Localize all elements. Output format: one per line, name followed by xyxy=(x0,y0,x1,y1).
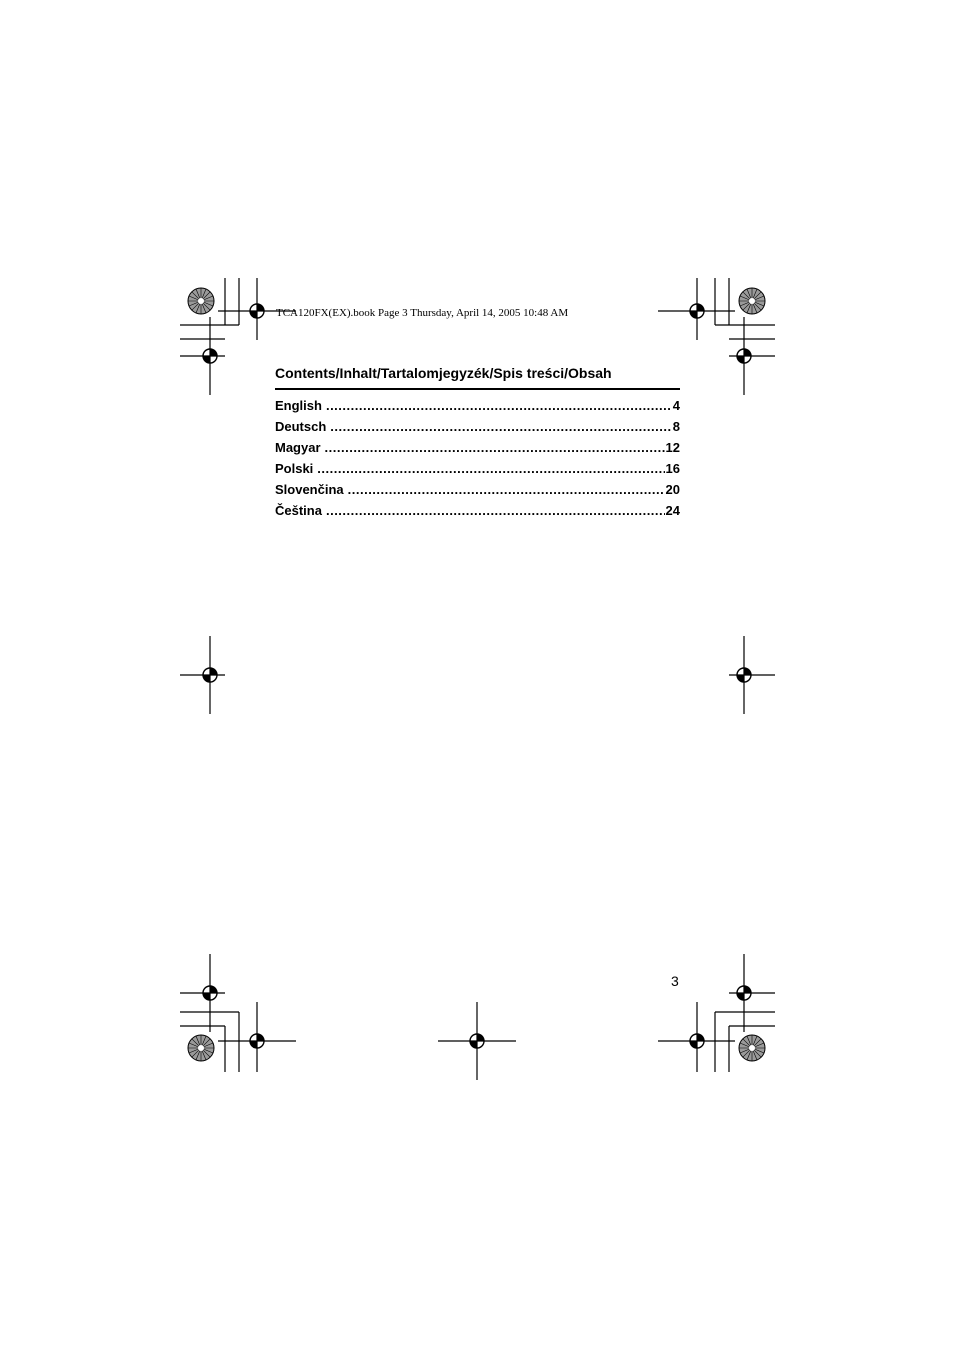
toc-entry-label: English xyxy=(275,398,322,413)
dot-leader xyxy=(326,398,672,413)
dot-leader xyxy=(317,461,664,476)
toc-entry-page: 24 xyxy=(665,503,680,518)
toc-entry-page: 20 xyxy=(665,482,680,497)
toc-entry-slovencina[interactable] xyxy=(275,482,680,503)
toc-title: Contents/Inhalt/Tartalomjegyzék/Spis treści/Obsah xyxy=(275,365,612,381)
toc-entry-english[interactable] xyxy=(275,398,680,419)
title-rule xyxy=(275,388,680,390)
toc-entry-label: Magyar xyxy=(275,440,321,455)
toc-entry-deutsch[interactable] xyxy=(275,419,680,440)
toc-entry-page: 8 xyxy=(672,419,680,434)
toc-entry-label: Čeština xyxy=(275,503,322,518)
page-number: 3 xyxy=(671,973,679,989)
dot-leader xyxy=(330,419,671,434)
toc-entry-page: 12 xyxy=(665,440,680,455)
table-of-contents xyxy=(275,398,680,524)
print-info-header: TCA120FX(EX).book Page 3 Thursday, April 14, 2005 10:48 AM xyxy=(276,307,569,319)
toc-entry-page: 4 xyxy=(672,398,680,413)
toc-entry-label: Deutsch xyxy=(275,419,327,434)
toc-entry-page: 16 xyxy=(665,461,680,476)
toc-entry-label: Polski xyxy=(275,461,314,476)
dot-leader xyxy=(348,482,665,497)
toc-entry-cestina[interactable] xyxy=(275,503,680,524)
dot-leader xyxy=(326,503,665,518)
toc-entry-magyar[interactable] xyxy=(275,440,680,461)
toc-entry-label: Slovenčina xyxy=(275,482,344,497)
toc-entry-polski[interactable] xyxy=(275,461,680,482)
dot-leader xyxy=(325,440,665,455)
